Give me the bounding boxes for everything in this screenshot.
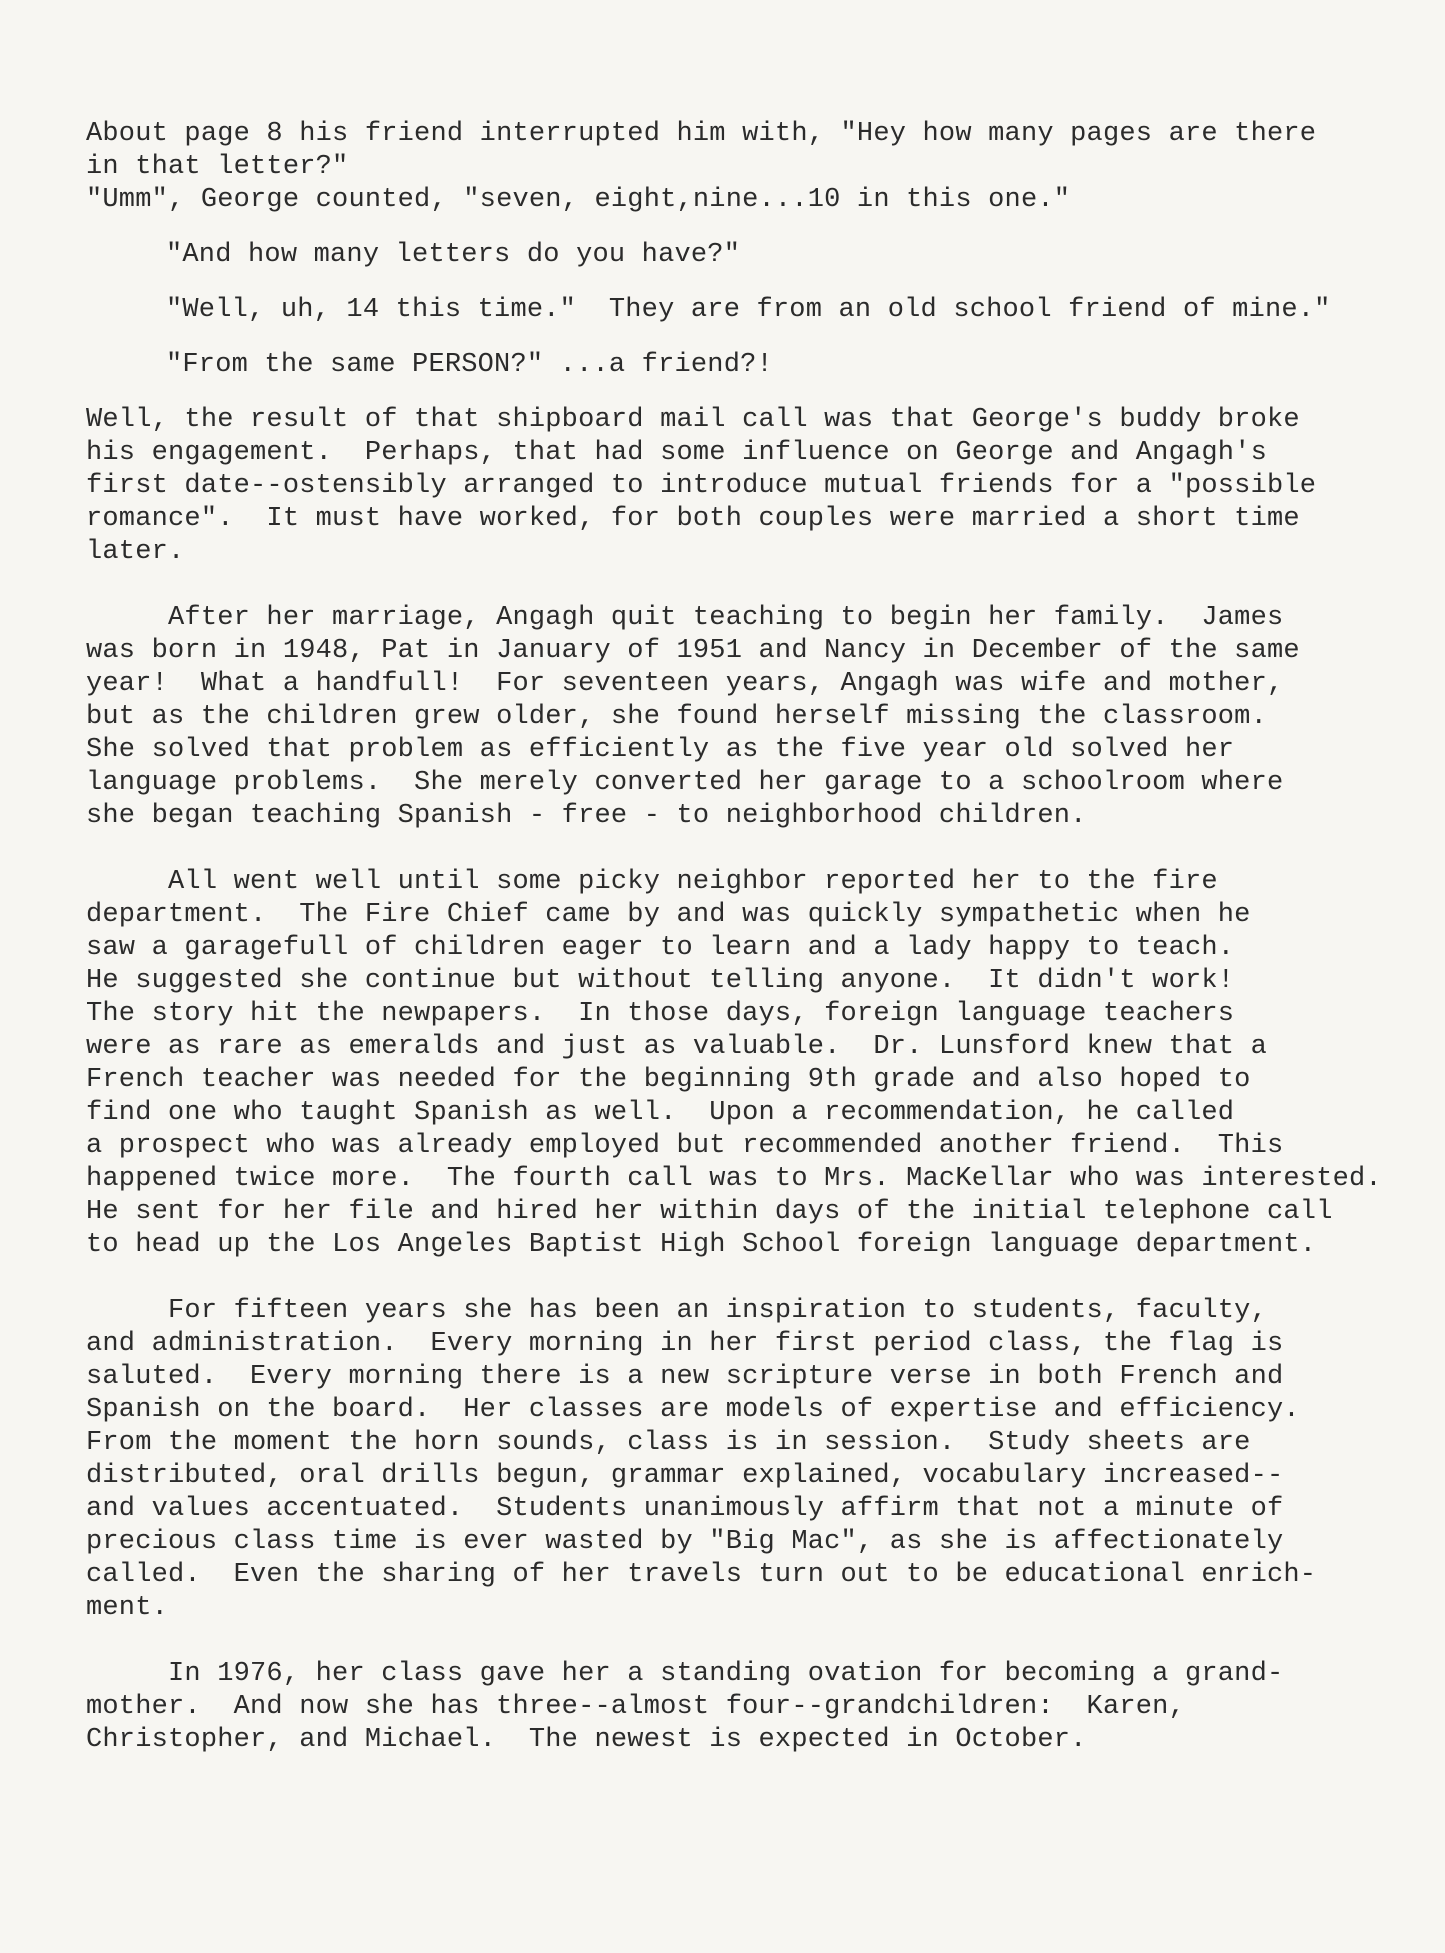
text-line: and values accentuated. Students unanimously affirm that not a minute of (86, 1494, 1284, 1524)
paragraph (86, 239, 1386, 272)
paragraph (86, 349, 1386, 382)
text-line: find one who taught Spanish as well. Upon a recommendation, he called (86, 1098, 1235, 1128)
text-line: For fifteen years she has been an inspiration to students, faculty, (86, 1296, 1267, 1326)
text-line: were as rare as emeralds and just as valuable. Dr. Lunsford knew that a (86, 1032, 1267, 1062)
text-line: "From the same PERSON?" ...a friend?! (166, 350, 773, 380)
text-line: romance". It must have worked, for both couples were married a short time (86, 504, 1300, 534)
text-line: happened twice more. The fourth call was to Mrs. MacKellar who was interested. (86, 1164, 1382, 1194)
text-line: to head up the Los Angeles Baptist High School foreign language department. (86, 1230, 1317, 1260)
text-line: was born in 1948, Pat in January of 1951 and Nancy in December of the same (86, 636, 1300, 666)
paragraph (86, 866, 1386, 1262)
text-line: saluted. Every morning there is a new scripture verse in both French and (86, 1362, 1284, 1392)
text-line: but as the children grew older, she found herself missing the classroom. (86, 702, 1267, 732)
text-line: department. The Fire Chief came by and was quickly sympathetic when he (86, 900, 1251, 930)
paragraph (86, 1658, 1386, 1757)
text-line: his engagement. Perhaps, that had some influence on George and Angagh's (86, 438, 1267, 468)
text-line: From the moment the horn sounds, class is in session. Study sheets are (86, 1428, 1251, 1458)
text-line: mother. And now she has three--almost four--grandchildren: Karen, (86, 1692, 1185, 1722)
paragraph (86, 602, 1386, 833)
text-line: About page 8 his friend interrupted him with, "Hey how many pages are there (86, 119, 1317, 149)
text-line: year! What a handfull! For seventeen years, Angagh was wife and mother, (86, 669, 1284, 699)
text-line: saw a garagefull of children eager to learn and a lady happy to teach. (86, 933, 1235, 963)
text-line: distributed, oral drills begun, grammar explained, vocabulary increased-- (86, 1461, 1284, 1491)
text-line: a prospect who was already employed but recommended another friend. This (86, 1131, 1284, 1161)
text-line: Spanish on the board. Her classes are models of expertise and efficiency. (86, 1395, 1300, 1425)
text-line: first date--ostensibly arranged to introduce mutual friends for a "possible (86, 471, 1317, 501)
text-line: "Well, uh, 14 this time." They are from an old school friend of mine." (166, 295, 1331, 325)
text-line: called. Even the sharing of her travels turn out to be educational enrich- (86, 1560, 1317, 1590)
text-line: language problems. She merely converted her garage to a schoolroom where (86, 768, 1284, 798)
text-line: "And how many letters do you have?" (166, 240, 741, 270)
text-line: She solved that problem as efficiently as the five year old solved her (86, 735, 1235, 765)
paragraph (86, 1295, 1386, 1625)
text-line: The story hit the newpapers. In those days, foreign language teachers (86, 999, 1235, 1029)
text-line: in that letter?" (86, 152, 349, 182)
text-line: Christopher, and Michael. The newest is expected in October. (86, 1725, 1087, 1755)
text-line: "Umm", George counted, "seven, eight,nine...10 in this one." (86, 185, 1071, 215)
text-line: and administration. Every morning in her first period class, the flag is (86, 1329, 1284, 1359)
text-line: Well, the result of that shipboard mail call was that George's buddy broke (86, 405, 1300, 435)
text-line: All went well until some picky neighbor reported her to the fire (86, 867, 1218, 897)
paragraph (86, 118, 1386, 217)
text-line: He suggested she continue but without telling anyone. It didn't work! (86, 966, 1235, 996)
text-line: French teacher was needed for the beginning 9th grade and also hoped to (86, 1065, 1251, 1095)
text-line: she began teaching Spanish - free - to neighborhood children. (86, 801, 1087, 831)
text-line: He sent for her file and hired her within days of the initial telephone call (86, 1197, 1333, 1227)
text-line: precious class time is ever wasted by "Big Mac", as she is affectionately (86, 1527, 1284, 1557)
text-line: ment. (86, 1593, 169, 1623)
paragraph (86, 294, 1386, 327)
paragraph (86, 404, 1386, 569)
document-body (86, 118, 1386, 1757)
text-line: In 1976, her class gave her a standing ovation for becoming a grand- (86, 1659, 1284, 1689)
text-line: later. (86, 537, 185, 567)
text-line: After her marriage, Angagh quit teaching to begin her family. James (86, 603, 1284, 633)
